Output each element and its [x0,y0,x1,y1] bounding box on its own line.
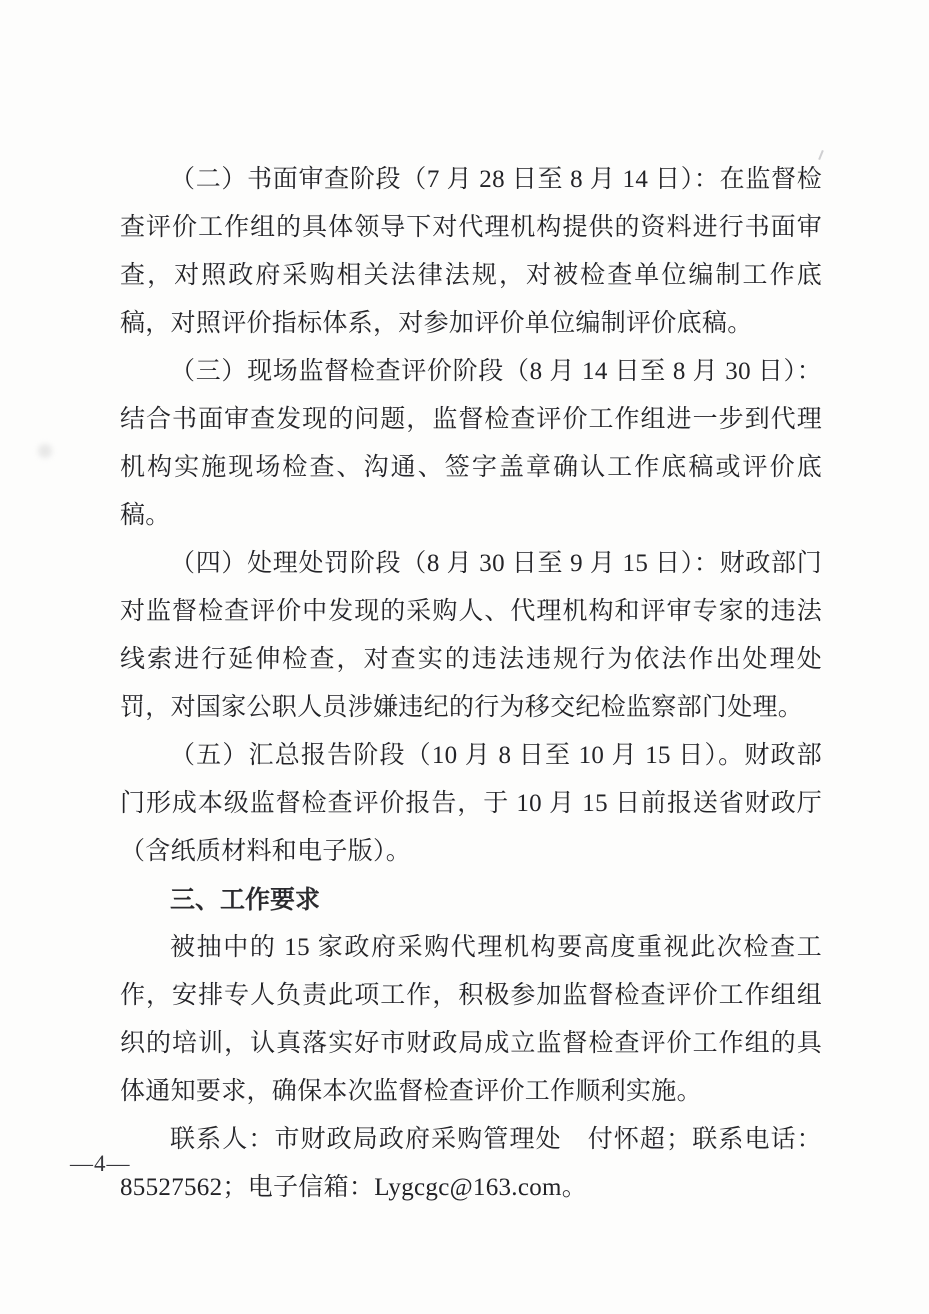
paragraph-summary-report-stage: （五）汇总报告阶段（10 月 8 日至 10 月 15 日）。财政部门形成本级监督检查评价报告，于 10 月 15 日前报送省财政厅（含纸质材料和电子版）。 [120,742,822,865]
document-body [120,156,822,1212]
paragraph-contact-info: 联系人：市财政局政府采购管理处 付怀超；联系电话：85527562；电子信箱：Lygcgc@163.com。 [120,1126,822,1201]
paragraph-written-review-stage: （二）书面审查阶段（7 月 28 日至 8 月 14 日）：在监督检查评价工作组的具体领导下对代理机构提供的资料进行书面审查，对照政府采购相关法律法规，对被检查单位编制工作底稿，对照评价指标体系，对参加评价单位编制评价底稿。 [120,166,822,337]
paragraph-onsite-inspection-stage: （三）现场监督检查评价阶段（8 月 14 日至 8 月 30 日）：结合书面审查发现的问题，监督检查评价工作组进一步到代理机构实施现场检查、沟通、签字盖章确认工作底稿或评价底稿。 [120,358,822,529]
paragraph-work-requirements: 被抽中的 15 家政府采购代理机构要高度重视此次检查工作，安排专人负责此项工作，积极参加监督检查评价工作组组织的培训，认真落实好市财政局成立监督检查评价工作组的具体通知要求，确保本次监督检查评价工作顺利实施。 [120,934,822,1105]
heading-work-requirements: 三、工作要求 [170,886,321,914]
paragraph-penalty-stage: （四）处理处罚阶段（8 月 30 日至 9 月 15 日）：财政部门对监督检查评价中发现的采购人、代理机构和评审专家的违法线索进行延伸检查，对查实的违法违规行为依法作出处理处罚，对国家公职人员涉嫌违纪的行为移交纪检监察部门处理。 [120,550,822,721]
scan-artifact-smudge [38,444,52,458]
page-number: —4— [70,1151,131,1176]
